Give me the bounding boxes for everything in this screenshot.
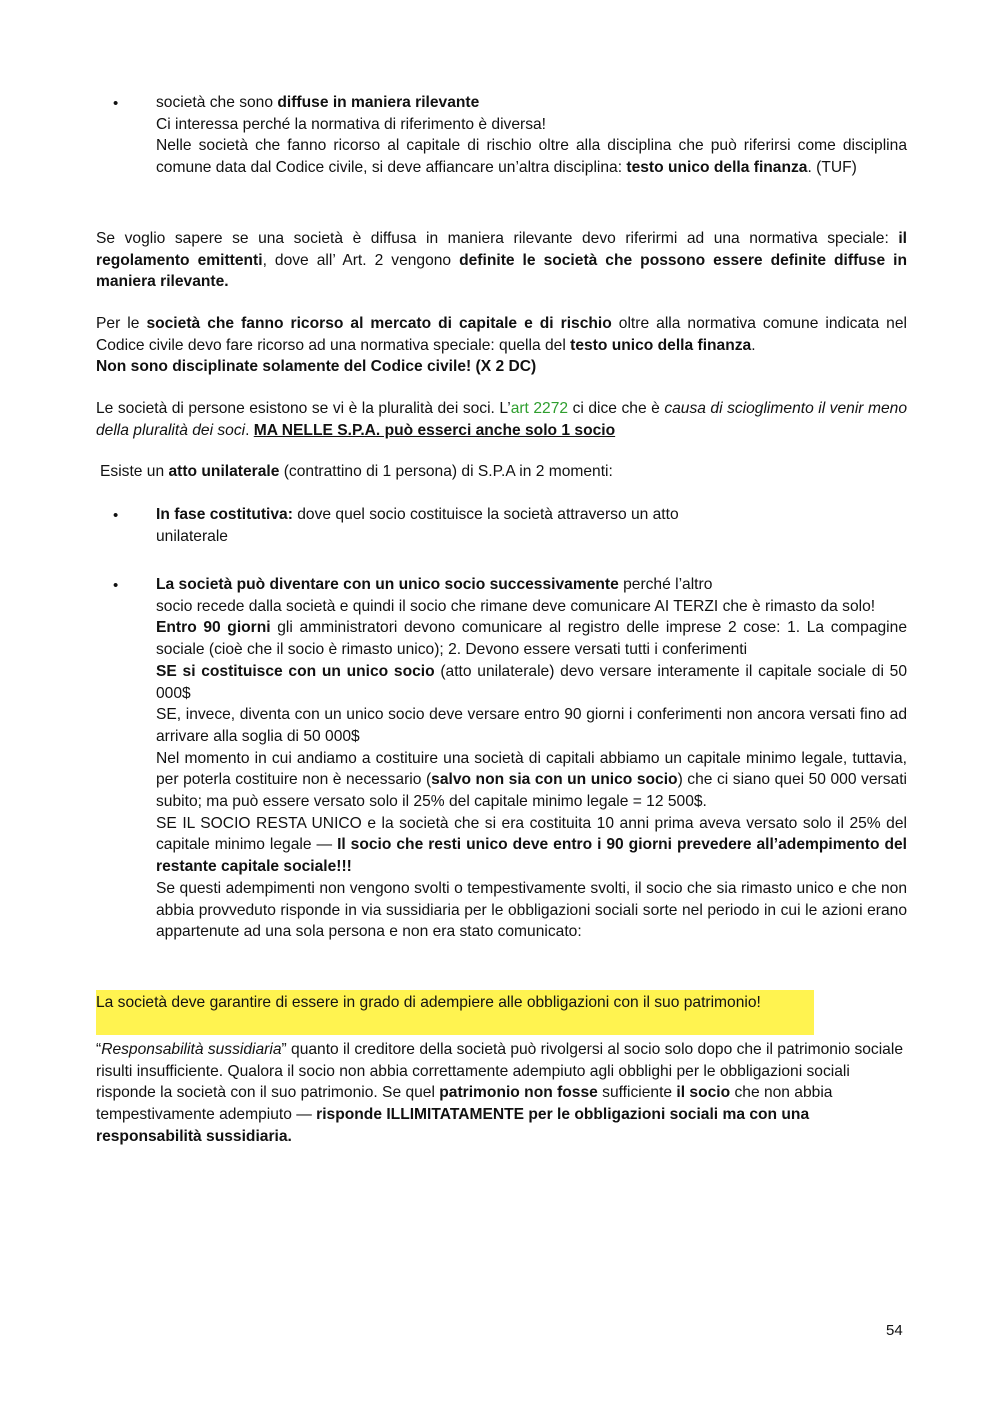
paragraph-tuf: Per le società che fanno ricorso al mercato di capitale e di rischio oltre alla normativa comune indicata nel Codice civile devo fare ricorso ad una normativa speciale: quella del testo unico della finanza. Non sono disciplinate solamente del Codice civile! (X 2 DC) [96,315,907,376]
highlighted-statement: La società deve garantire di essere in grado di adempiere alle obbligazioni con il suo patrimonio! [96,994,761,1011]
page-number: 54 [886,1322,903,1339]
bullet-line: Ci interessa perché la normativa di riferimento è diversa! [156,115,547,133]
bullet-marker: • [113,95,119,112]
article-link[interactable]: art 2272 [510,400,569,417]
bullet-marker: • [113,507,119,524]
bullet-item-diffuse [156,92,907,179]
bullet-item-unico-socio: La società può diventare con un unico socio successivamente perché l’altro socio recede dalla società e quindi il socio che rimane deve comunicare AI TERZI che è rimasto da solo! Entro 90 giorni gli amministratori devono comunicare al registro delle imprese 2 cose: 1. La compagine sociale (cioè che il socio è rimasto unico); 2. Devono essere versati tutti i conferimenti SE si costituisce con un unico socio (atto unilaterale) devo versare interamente il capitale sociale di 50 000$ SE, invece, diventa con un unico socio deve versare entro 90 giorni i conferimenti non ancora versati fino ad arrivare alla soglia di 50 000$ Nel momento in cui andiamo a costituire una società di capitali abbiamo un capitale minimo legale, tuttavia, per poterla costituire non è necessario (salvo non sia con un unico socio) che ci siano quei 50 000 versati subito; ma può essere versato solo il 25% del capitale minimo legale = 12 500$. SE IL SOCIO RESTA UNICO e la società che si era costituita 10 anni prima aveva versato solo il 25% del capitale minimo legale — Il socio che resti unico deve entro i 90 giorni prevedere all’adempimento del restante capitale sociale!!! Se questi adempimenti non vengono svolti o tempestivamente svolti, il socio che sia rimasto unico e che non abbia provveduto risponde in via sussidiaria per le obbligazioni sociali sorte nel periodo in cui le azioni erano appartenute ad una sola persona e non era stato comunicato: [156,576,907,941]
bullet-marker: • [113,577,119,594]
paragraph-responsabilita-sussidiaria: “Responsabilità sussidiaria” quanto il creditore della società può rivolgersi al socio solo dopo che il patrimonio sociale risulti insufficiente. Qualora il socio non abbia correttamente adempiuto agli obblighi per le obbligazioni sociali risponde la società con il suo patrimonio. Se quel patrimonio non fosse sufficiente il socio che non abbia tempestivamente adempiuto — risponde ILLIMITATAMENTE per le obbligazioni sociali ma con una responsabilità sussidiaria. [96,1041,903,1145]
paragraph-regolamento: Se voglio sapere se una società è diffusa in maniera rilevante devo riferirmi ad una normativa speciale: il regolamento emittenti, dove all’ Art. 2 vengono definite le società che possono essere definite diffuse in maniera rilevante. [96,230,908,291]
paragraph-art-2272: Le società di persone esistono se vi è la pluralità dei soci. L’art 2272 ci dice che è causa di scioglimento il venir meno della pluralità dei soci. MA NELLE S.P.A. può esserci anche solo 1 socio [96,400,907,439]
paragraph-atto-unilaterale: Esiste un atto unilaterale (contrattino di 1 persona) di S.P.A in 2 momenti: [100,463,613,480]
bullet-item-fase-costitutiva: In fase costitutiva: dove quel socio costituisce la società attraverso un atto unilaterale [156,506,679,545]
bullet-paragraph: Nelle società che fanno ricorso al capitale di rischio oltre alla disciplina che può riferirsi come disciplina comune data dal Codice civile, si deve affiancare un’altra disciplina: testo unico della finanza. (TUF) [156,137,907,177]
bullet-title: società che sono diffuse in maniera rilevante [156,94,480,111]
